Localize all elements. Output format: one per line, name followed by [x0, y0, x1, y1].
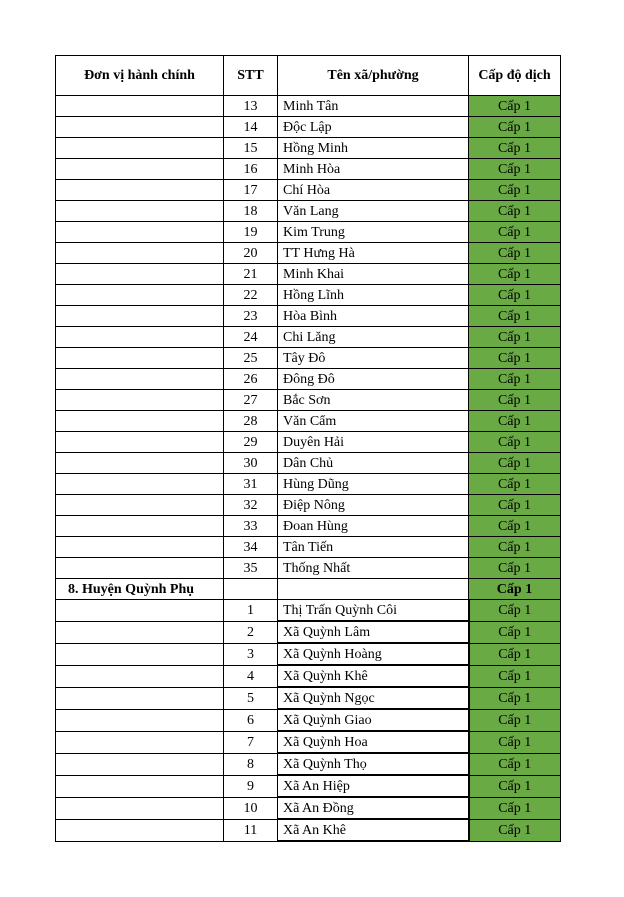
- level-cell: Cấp 1: [469, 665, 561, 687]
- stt-cell: 29: [224, 432, 278, 453]
- level-cell: Cấp 1: [469, 222, 561, 243]
- header-stt: STT: [224, 56, 278, 96]
- table-row: [56, 117, 561, 138]
- ward-name-cell: Hồng Minh: [278, 138, 469, 159]
- stt-cell: [224, 579, 278, 600]
- table-row: [56, 537, 561, 558]
- level-cell: Cấp 1: [469, 369, 561, 390]
- stt-cell: 11: [224, 819, 278, 841]
- table-row: [56, 797, 561, 819]
- unit-cell: [56, 537, 224, 558]
- ward-name-cell: Xã Quỳnh Hoàng: [278, 643, 469, 665]
- stt-cell: 5: [224, 687, 278, 709]
- level-cell: Cấp 1: [469, 537, 561, 558]
- level-cell: Cấp 1: [469, 348, 561, 369]
- ward-name-cell: Bắc Sơn: [278, 390, 469, 411]
- stt-cell: 6: [224, 709, 278, 731]
- unit-cell: [56, 753, 224, 775]
- ward-name-cell: [278, 579, 469, 600]
- stt-cell: 20: [224, 243, 278, 264]
- table-row: [56, 222, 561, 243]
- level-cell: Cấp 1: [469, 264, 561, 285]
- table-body: [56, 96, 561, 842]
- ward-name-cell: Xã An Khê: [278, 819, 469, 841]
- ward-name-cell: Minh Hòa: [278, 159, 469, 180]
- level-cell: Cấp 1: [469, 558, 561, 579]
- level-cell: Cấp 1: [469, 327, 561, 348]
- ward-name-cell: Đông Đô: [278, 369, 469, 390]
- ward-name-cell: Độc Lập: [278, 117, 469, 138]
- unit-cell: [56, 159, 224, 180]
- level-cell: Cấp 1: [469, 159, 561, 180]
- table-row: [56, 665, 561, 687]
- unit-cell: [56, 621, 224, 643]
- stt-cell: 26: [224, 369, 278, 390]
- table-row: [56, 453, 561, 474]
- level-cell: Cấp 1: [469, 516, 561, 537]
- level-cell: Cấp 1: [469, 474, 561, 495]
- ward-name-cell: Thị Trấn Quỳnh Côi: [278, 600, 469, 622]
- level-cell: Cấp 1: [469, 797, 561, 819]
- ward-name-cell: Thống Nhất: [278, 558, 469, 579]
- ward-name-cell: Xã Quỳnh Thọ: [278, 753, 469, 775]
- table-row: [56, 243, 561, 264]
- stt-cell: 22: [224, 285, 278, 306]
- stt-cell: 24: [224, 327, 278, 348]
- unit-cell: [56, 180, 224, 201]
- table-row: [56, 558, 561, 579]
- stt-cell: 4: [224, 665, 278, 687]
- unit-cell: [56, 453, 224, 474]
- table-row: [56, 709, 561, 731]
- stt-cell: 10: [224, 797, 278, 819]
- stt-cell: 34: [224, 537, 278, 558]
- district-row: [56, 579, 561, 600]
- stt-cell: 7: [224, 731, 278, 753]
- table-row: [56, 731, 561, 753]
- level-cell: Cấp 1: [469, 453, 561, 474]
- table-row: [56, 753, 561, 775]
- unit-cell: [56, 775, 224, 797]
- level-cell: Cấp 1: [469, 180, 561, 201]
- unit-cell: [56, 558, 224, 579]
- header-ward: Tên xã/phường: [278, 56, 469, 96]
- stt-cell: 21: [224, 264, 278, 285]
- stt-cell: 27: [224, 390, 278, 411]
- header-unit: Đơn vị hành chính: [56, 56, 224, 96]
- table-header-row: [56, 56, 561, 96]
- stt-cell: 9: [224, 775, 278, 797]
- ward-name-cell: Xã Quỳnh Khê: [278, 665, 469, 687]
- ward-name-cell: Chi Lăng: [278, 327, 469, 348]
- stt-cell: 32: [224, 495, 278, 516]
- table-row: [56, 474, 561, 495]
- header-level: Cấp độ dịch: [469, 56, 561, 96]
- stt-cell: 3: [224, 643, 278, 665]
- unit-cell: 8. Huyện Quỳnh Phụ: [56, 579, 224, 600]
- stt-cell: 19: [224, 222, 278, 243]
- unit-cell: [56, 709, 224, 731]
- unit-cell: [56, 819, 224, 841]
- unit-cell: [56, 411, 224, 432]
- table-row: [56, 600, 561, 622]
- level-cell: Cấp 1: [469, 243, 561, 264]
- ward-name-cell: Kim Trung: [278, 222, 469, 243]
- level-cell: Cấp 1: [469, 731, 561, 753]
- table-row: [56, 306, 561, 327]
- level-cell: Cấp 1: [469, 411, 561, 432]
- stt-cell: 23: [224, 306, 278, 327]
- table-row: [56, 621, 561, 643]
- ward-name-cell: Văn Cẩm: [278, 411, 469, 432]
- unit-cell: [56, 201, 224, 222]
- level-cell: Cấp 1: [469, 709, 561, 731]
- table-row: [56, 432, 561, 453]
- unit-cell: [56, 797, 224, 819]
- ward-name-cell: Minh Tân: [278, 96, 469, 117]
- table-row: [56, 201, 561, 222]
- ward-name-cell: Hồng Lĩnh: [278, 285, 469, 306]
- ward-name-cell: Xã Quỳnh Hoa: [278, 731, 469, 753]
- level-cell: Cấp 1: [469, 285, 561, 306]
- table-row: [56, 348, 561, 369]
- unit-cell: [56, 306, 224, 327]
- level-cell: Cấp 1: [469, 390, 561, 411]
- table-row: [56, 369, 561, 390]
- ward-name-cell: Xã Quỳnh Ngọc: [278, 687, 469, 709]
- level-cell: Cấp 1: [469, 819, 561, 841]
- unit-cell: [56, 369, 224, 390]
- ward-name-cell: Hùng Dũng: [278, 474, 469, 495]
- level-cell: Cấp 1: [469, 201, 561, 222]
- table-row: [56, 495, 561, 516]
- level-cell: Cấp 1: [469, 621, 561, 643]
- stt-cell: 25: [224, 348, 278, 369]
- level-cell: Cấp 1: [469, 96, 561, 117]
- ward-name-cell: Điệp Nông: [278, 495, 469, 516]
- epidemic-level-table: [55, 55, 561, 842]
- stt-cell: 31: [224, 474, 278, 495]
- stt-cell: 18: [224, 201, 278, 222]
- unit-cell: [56, 390, 224, 411]
- unit-cell: [56, 327, 224, 348]
- ward-name-cell: Tân Tiến: [278, 537, 469, 558]
- ward-name-cell: Xã An Đồng: [278, 797, 469, 819]
- ward-name-cell: Tây Đô: [278, 348, 469, 369]
- level-cell: Cấp 1: [469, 138, 561, 159]
- table-row: [56, 687, 561, 709]
- table-row: [56, 643, 561, 665]
- unit-cell: [56, 348, 224, 369]
- table-row: [56, 180, 561, 201]
- stt-cell: 30: [224, 453, 278, 474]
- ward-name-cell: Chí Hòa: [278, 180, 469, 201]
- stt-cell: 15: [224, 138, 278, 159]
- table-row: [56, 390, 561, 411]
- table-row: [56, 411, 561, 432]
- table-row: [56, 775, 561, 797]
- level-cell: Cấp 1: [469, 753, 561, 775]
- table-row: [56, 819, 561, 841]
- unit-cell: [56, 222, 224, 243]
- stt-cell: 13: [224, 96, 278, 117]
- ward-name-cell: Hòa Bình: [278, 306, 469, 327]
- unit-cell: [56, 96, 224, 117]
- ward-name-cell: Xã Quỳnh Lâm: [278, 621, 469, 643]
- unit-cell: [56, 243, 224, 264]
- level-cell: Cấp 1: [469, 643, 561, 665]
- table-row: [56, 516, 561, 537]
- unit-cell: [56, 138, 224, 159]
- unit-cell: [56, 600, 224, 622]
- ward-name-cell: Dân Chủ: [278, 453, 469, 474]
- ward-name-cell: Minh Khai: [278, 264, 469, 285]
- ward-name-cell: Xã An Hiệp: [278, 775, 469, 797]
- table-row: [56, 327, 561, 348]
- stt-cell: 35: [224, 558, 278, 579]
- stt-cell: 33: [224, 516, 278, 537]
- ward-name-cell: Văn Lang: [278, 201, 469, 222]
- level-cell: Cấp 1: [469, 600, 561, 622]
- unit-cell: [56, 285, 224, 306]
- unit-cell: [56, 643, 224, 665]
- table-row: [56, 285, 561, 306]
- unit-cell: [56, 687, 224, 709]
- level-cell: Cấp 1: [469, 495, 561, 516]
- ward-name-cell: Duyên Hải: [278, 432, 469, 453]
- unit-cell: [56, 117, 224, 138]
- stt-cell: 14: [224, 117, 278, 138]
- level-cell: Cấp 1: [469, 775, 561, 797]
- stt-cell: 8: [224, 753, 278, 775]
- unit-cell: [56, 665, 224, 687]
- stt-cell: 2: [224, 621, 278, 643]
- ward-name-cell: TT Hưng Hà: [278, 243, 469, 264]
- table-row: [56, 264, 561, 285]
- stt-cell: 17: [224, 180, 278, 201]
- table-row: [56, 159, 561, 180]
- unit-cell: [56, 474, 224, 495]
- ward-name-cell: Đoan Hùng: [278, 516, 469, 537]
- unit-cell: [56, 432, 224, 453]
- level-cell: Cấp 1: [469, 687, 561, 709]
- table-row: [56, 96, 561, 117]
- level-cell: Cấp 1: [469, 579, 561, 600]
- unit-cell: [56, 516, 224, 537]
- level-cell: Cấp 1: [469, 306, 561, 327]
- stt-cell: 16: [224, 159, 278, 180]
- stt-cell: 1: [224, 600, 278, 622]
- level-cell: Cấp 1: [469, 117, 561, 138]
- unit-cell: [56, 264, 224, 285]
- unit-cell: [56, 731, 224, 753]
- stt-cell: 28: [224, 411, 278, 432]
- ward-name-cell: Xã Quỳnh Giao: [278, 709, 469, 731]
- table-row: [56, 138, 561, 159]
- level-cell: Cấp 1: [469, 432, 561, 453]
- unit-cell: [56, 495, 224, 516]
